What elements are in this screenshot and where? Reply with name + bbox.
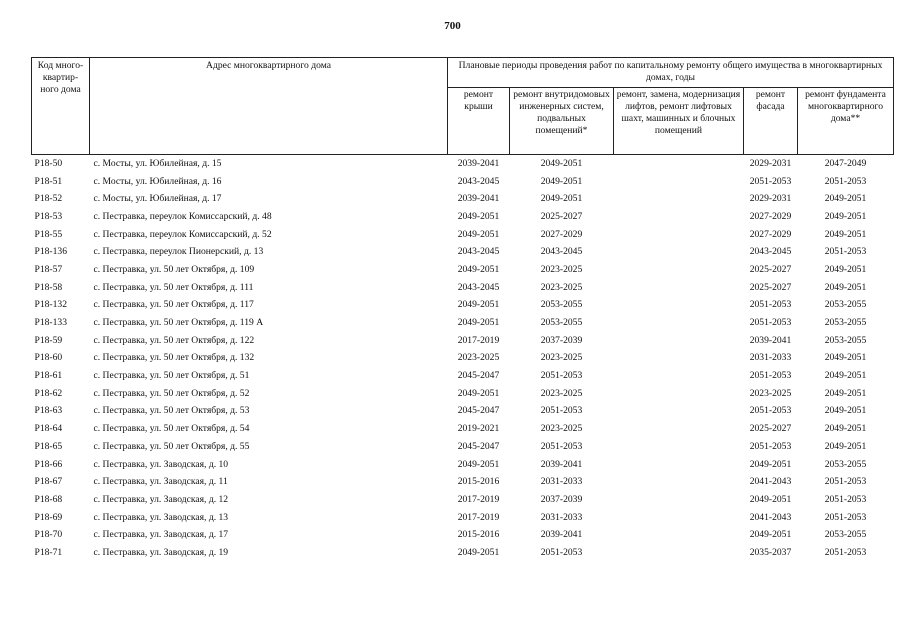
cell-address: с. Пестравка, ул. 50 лет Октября, д. 51 (93, 370, 250, 382)
cell-roof: 2019-2021 (457, 423, 500, 435)
cell-code: Р18-67 (34, 476, 63, 488)
cell-foundation: 2049-2051 (824, 387, 867, 399)
table-row (32, 420, 894, 438)
cell-code: Р18-64 (34, 423, 63, 435)
cell-code: Р18-71 (34, 546, 63, 558)
cell-engineering: 2049-2051 (540, 157, 583, 169)
cell-elevators (614, 350, 744, 368)
cell-address: с. Пестравка, переулок Комиссарский, д. 52 (93, 228, 272, 240)
cell-foundation: 2053-2055 (824, 334, 867, 346)
cell-facade: 2049-2051 (749, 529, 792, 541)
table-row (32, 190, 894, 208)
cell-elevators (614, 456, 744, 474)
cell-elevators (614, 544, 744, 562)
table-row (32, 332, 894, 350)
cell-code: Р18-55 (34, 228, 63, 240)
cell-elevators (614, 403, 744, 421)
cell-elevators (614, 279, 744, 297)
cell-address: с. Пестравка, ул. Заводская, д. 11 (93, 476, 228, 488)
table-row (32, 456, 894, 474)
header-address: Адрес многоквартирного дома (90, 58, 448, 155)
cell-engineering: 2027-2029 (540, 228, 583, 240)
cell-code: Р18-59 (34, 334, 63, 346)
cell-roof: 2045-2047 (457, 440, 500, 452)
cell-foundation: 2053-2055 (824, 317, 867, 329)
cell-facade: 2051-2053 (749, 175, 792, 187)
cell-elevators (614, 491, 744, 509)
cell-facade: 2027-2029 (749, 210, 792, 222)
table-row (32, 367, 894, 385)
cell-roof: 2039-2041 (457, 193, 500, 205)
cell-foundation: 2049-2051 (824, 228, 867, 240)
cell-facade: 2023-2025 (749, 387, 792, 399)
cell-roof: 2017-2019 (457, 511, 500, 523)
table-row (32, 350, 894, 368)
cell-address: с. Пестравка, ул. 50 лет Октября, д. 132 (93, 352, 255, 364)
cell-roof: 2049-2051 (457, 387, 500, 399)
cell-facade: 2049-2051 (749, 493, 792, 505)
cell-facade: 2051-2053 (749, 317, 792, 329)
cell-roof: 2039-2041 (457, 157, 500, 169)
cell-engineering: 2037-2039 (540, 334, 583, 346)
table-row (32, 385, 894, 403)
cell-engineering: 2051-2053 (540, 370, 583, 382)
table-row (32, 243, 894, 261)
cell-engineering: 2051-2053 (540, 546, 583, 558)
cell-roof: 2049-2051 (457, 210, 500, 222)
cell-roof: 2015-2016 (457, 476, 500, 488)
cell-facade: 2041-2043 (749, 511, 792, 523)
table-row (32, 226, 894, 244)
table-row (32, 526, 894, 544)
cell-roof: 2017-2019 (457, 334, 500, 346)
cell-foundation: 2049-2051 (824, 281, 867, 293)
cell-roof: 2043-2045 (457, 281, 500, 293)
cell-address: с. Пестравка, ул. 50 лет Октября, д. 109 (93, 263, 255, 275)
cell-facade: 2049-2051 (749, 458, 792, 470)
cell-foundation: 2051-2053 (824, 546, 867, 558)
cell-engineering: 2053-2055 (540, 299, 583, 311)
cell-engineering: 2031-2033 (540, 511, 583, 523)
cell-facade: 2051-2053 (749, 299, 792, 311)
cell-address: с. Пестравка, ул. Заводская, д. 12 (93, 493, 229, 505)
header-roof: ремонт крыши (448, 88, 510, 155)
cell-address: с. Пестравка, ул. Заводская, д. 13 (93, 511, 229, 523)
cell-roof: 2015-2016 (457, 529, 500, 541)
cell-facade: 2025-2027 (749, 423, 792, 435)
cell-roof: 2049-2051 (457, 228, 500, 240)
cell-foundation: 2053-2055 (824, 529, 867, 541)
cell-facade: 2029-2031 (749, 157, 792, 169)
cell-engineering: 2023-2025 (540, 281, 583, 293)
cell-facade: 2025-2027 (749, 281, 792, 293)
cell-roof: 2049-2051 (457, 546, 500, 558)
cell-address: с. Пестравка, ул. Заводская, д. 10 (93, 458, 229, 470)
cell-address: с. Пестравка, ул. 50 лет Октября, д. 111 (93, 281, 254, 293)
cell-foundation: 2051-2053 (824, 476, 867, 488)
cell-roof: 2043-2045 (457, 246, 500, 258)
cell-foundation: 2049-2051 (824, 370, 867, 382)
table-row (32, 173, 894, 191)
cell-address: с. Пестравка, переулок Пионерский, д. 13 (93, 246, 264, 258)
cell-elevators (614, 438, 744, 456)
cell-foundation: 2051-2053 (824, 246, 867, 258)
table-row (32, 544, 894, 562)
cell-code: Р18-60 (34, 352, 63, 364)
table-row (32, 403, 894, 421)
cell-elevators (614, 190, 744, 208)
table-row (32, 279, 894, 297)
cell-foundation: 2049-2051 (824, 210, 867, 222)
cell-code: Р18-133 (34, 317, 68, 329)
cell-foundation: 2053-2055 (824, 458, 867, 470)
cell-address: с. Пестравка, ул. 50 лет Октября, д. 119 А (93, 317, 264, 329)
cell-engineering: 2031-2033 (540, 476, 583, 488)
cell-facade: 2043-2045 (749, 246, 792, 258)
cell-code: Р18-53 (34, 210, 63, 222)
cell-address: с. Пестравка, ул. Заводская, д. 19 (93, 546, 229, 558)
cell-foundation: 2053-2055 (824, 299, 867, 311)
cell-elevators (614, 297, 744, 315)
table-body (32, 155, 894, 562)
cell-engineering: 2049-2051 (540, 193, 583, 205)
table-row (32, 491, 894, 509)
cell-code: Р18-57 (34, 263, 63, 275)
table-header (32, 58, 894, 155)
header-elevators: ремонт, замена, модернизация лифтов, ремонт лифтовых шахт, машинных и блочных помещений (614, 88, 744, 155)
table-row (32, 297, 894, 315)
cell-roof: 2049-2051 (457, 263, 500, 275)
cell-foundation: 2049-2051 (824, 423, 867, 435)
cell-engineering: 2049-2051 (540, 175, 583, 187)
cell-code: Р18-52 (34, 193, 63, 205)
cell-elevators (614, 332, 744, 350)
cell-elevators (614, 261, 744, 279)
table-row (32, 473, 894, 491)
cell-elevators (614, 385, 744, 403)
header-engineering: ремонт внутридомовых инженерных систем, подвальных помещений* (510, 88, 614, 155)
cell-foundation: 2049-2051 (824, 352, 867, 364)
cell-code: Р18-58 (34, 281, 63, 293)
cell-facade: 2027-2029 (749, 228, 792, 240)
cell-facade: 2031-2033 (749, 352, 792, 364)
cell-code: Р18-132 (34, 299, 68, 311)
header-facade: ремонт фасада (744, 88, 798, 155)
cell-address: с. Пестравка, ул. 50 лет Октября, д. 52 (93, 387, 250, 399)
cell-address: с. Пестравка, ул. 50 лет Октября, д. 55 (93, 440, 250, 452)
cell-address: с. Пестравка, ул. 50 лет Октября, д. 54 (93, 423, 250, 435)
cell-facade: 2051-2053 (749, 440, 792, 452)
cell-foundation: 2051-2053 (824, 493, 867, 505)
cell-facade: 2025-2027 (749, 263, 792, 275)
cell-foundation: 2047-2049 (824, 157, 867, 169)
cell-foundation: 2049-2051 (824, 440, 867, 452)
cell-foundation: 2049-2051 (824, 193, 867, 205)
cell-facade: 2029-2031 (749, 193, 792, 205)
cell-code: Р18-70 (34, 529, 63, 541)
table-row (32, 509, 894, 527)
cell-code: Р18-69 (34, 511, 63, 523)
cell-engineering: 2039-2041 (540, 458, 583, 470)
cell-facade: 2051-2053 (749, 370, 792, 382)
cell-code: Р18-50 (34, 157, 63, 169)
cell-elevators (614, 420, 744, 438)
cell-code: Р18-63 (34, 405, 63, 417)
cell-engineering: 2051-2053 (540, 440, 583, 452)
cell-address: с. Мосты, ул. Юбилейная, д. 15 (93, 157, 222, 169)
cell-code: Р18-66 (34, 458, 63, 470)
cell-engineering: 2023-2025 (540, 352, 583, 364)
cell-engineering: 2023-2025 (540, 263, 583, 275)
cell-code: Р18-62 (34, 387, 63, 399)
cell-facade: 2035-2037 (749, 546, 792, 558)
cell-elevators (614, 243, 744, 261)
cell-engineering: 2051-2053 (540, 405, 583, 417)
cell-address: с. Пестравка, ул. 50 лет Октября, д. 117 (93, 299, 254, 311)
cell-address: с. Мосты, ул. Юбилейная, д. 17 (93, 193, 222, 205)
cell-code: Р18-51 (34, 175, 63, 187)
header-periods-group: Плановые периоды проведения работ по капитальному ремонту общего имущества в многоквартирных домах, годы (448, 58, 894, 88)
header-code: Код много-квартир-ного дома (32, 58, 90, 155)
cell-roof: 2043-2045 (457, 175, 500, 187)
cell-code: Р18-61 (34, 370, 63, 382)
cell-foundation: 2049-2051 (824, 263, 867, 275)
capital-repair-table (31, 57, 894, 562)
cell-engineering: 2023-2025 (540, 423, 583, 435)
cell-roof: 2017-2019 (457, 493, 500, 505)
cell-code: Р18-65 (34, 440, 63, 452)
table-row (32, 438, 894, 456)
cell-engineering: 2039-2041 (540, 529, 583, 541)
cell-address: с. Пестравка, ул. Заводская, д. 17 (93, 529, 229, 541)
cell-roof: 2049-2051 (457, 317, 500, 329)
cell-elevators (614, 367, 744, 385)
cell-engineering: 2053-2055 (540, 317, 583, 329)
cell-address: с. Пестравка, переулок Комиссарский, д. 48 (93, 210, 272, 222)
cell-address: с. Пестравка, ул. 50 лет Октября, д. 122 (93, 334, 255, 346)
cell-facade: 2051-2053 (749, 405, 792, 417)
cell-roof: 2023-2025 (457, 352, 500, 364)
cell-engineering: 2037-2039 (540, 493, 583, 505)
table-row (32, 314, 894, 332)
cell-elevators (614, 314, 744, 332)
cell-code: Р18-68 (34, 493, 63, 505)
cell-elevators (614, 208, 744, 226)
cell-roof: 2049-2051 (457, 299, 500, 311)
cell-engineering: 2023-2025 (540, 387, 583, 399)
cell-roof: 2045-2047 (457, 405, 500, 417)
cell-foundation: 2051-2053 (824, 175, 867, 187)
table-row (32, 208, 894, 226)
cell-elevators (614, 526, 744, 544)
cell-code: Р18-136 (34, 246, 68, 258)
cell-elevators (614, 226, 744, 244)
cell-engineering: 2025-2027 (540, 210, 583, 222)
cell-elevators (614, 155, 744, 173)
cell-address: с. Пестравка, ул. 50 лет Октября, д. 53 (93, 405, 250, 417)
cell-foundation: 2049-2051 (824, 405, 867, 417)
table-row (32, 155, 894, 173)
cell-foundation: 2051-2053 (824, 511, 867, 523)
cell-elevators (614, 173, 744, 191)
cell-facade: 2039-2041 (749, 334, 792, 346)
cell-address: с. Мосты, ул. Юбилейная, д. 16 (93, 175, 222, 187)
cell-elevators (614, 509, 744, 527)
table-row (32, 261, 894, 279)
cell-engineering: 2043-2045 (540, 246, 583, 258)
cell-roof: 2049-2051 (457, 458, 500, 470)
header-foundation: ремонт фундамента многоквартирного дома** (798, 88, 894, 155)
cell-facade: 2041-2043 (749, 476, 792, 488)
page-number: 700 (444, 20, 461, 32)
cell-roof: 2045-2047 (457, 370, 500, 382)
cell-elevators (614, 473, 744, 491)
